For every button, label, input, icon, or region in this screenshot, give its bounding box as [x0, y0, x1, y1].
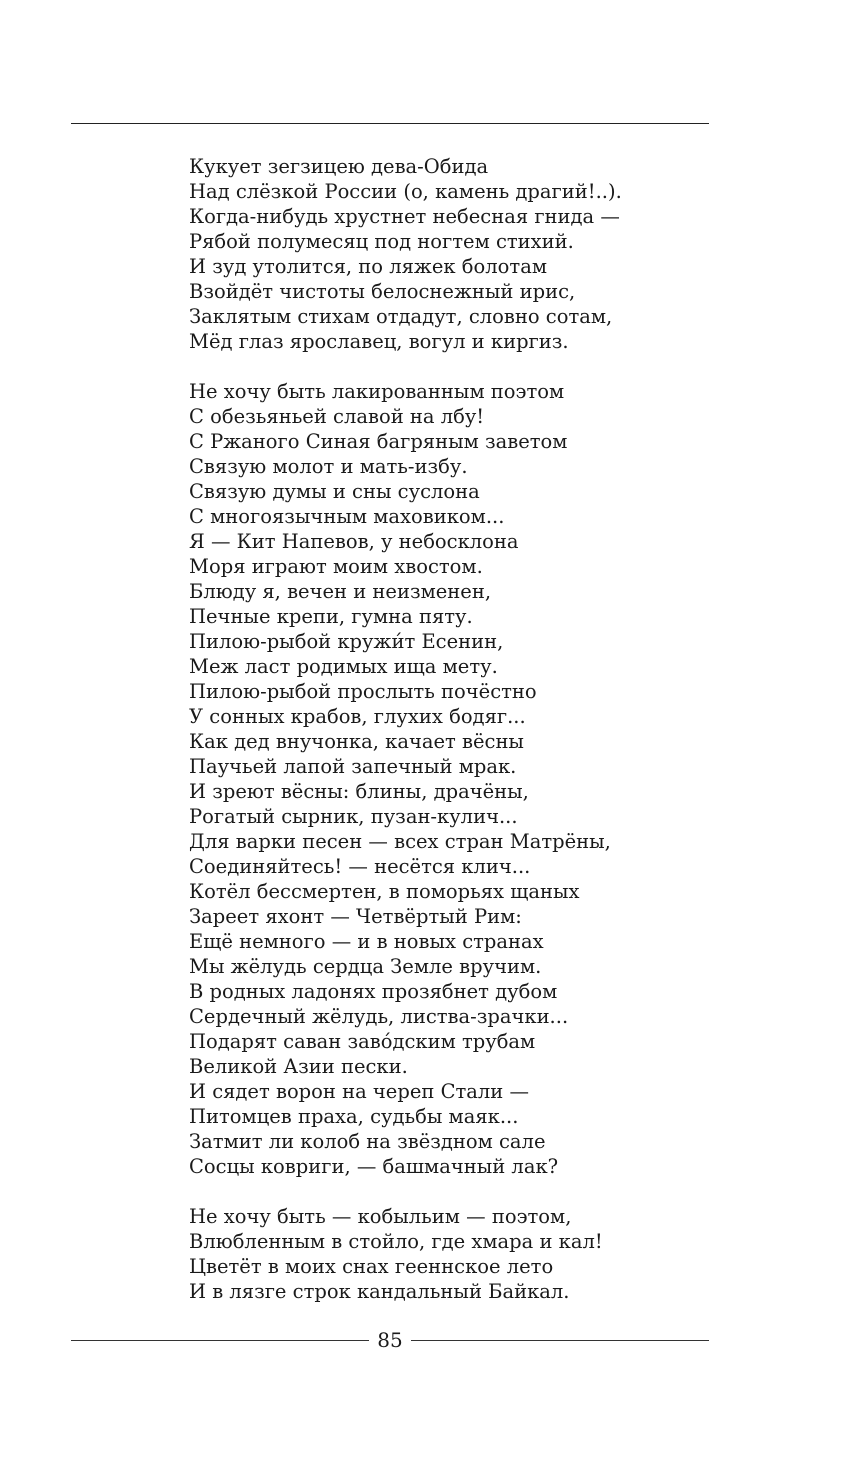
poem-line: Зареет яхонт — Четвёртый Рим: — [189, 905, 522, 928]
poem-line: Взойдёт чистоты белоснежный ирис, — [189, 280, 576, 303]
poem-line: Мы жёлудь сердца Земле вручим. — [189, 955, 542, 978]
poem-line: Паучьей лапой запечный мрак. — [189, 755, 517, 778]
poem-line: С многоязычным маховиком... — [189, 505, 505, 528]
poem-line: Подарят саван заво́дским трубам — [189, 1030, 536, 1053]
poem-line: Рогатый сырник, пузан-кулич... — [189, 805, 518, 828]
poem-line: Великой Азии пески. — [189, 1055, 408, 1078]
poem-body — [189, 154, 749, 1329]
poem-line: Я — Кит Напевов, у небосклона — [189, 530, 519, 553]
poem-line: Связую думы и сны суслона — [189, 480, 480, 503]
poem-line: Мёд глаз ярославец, вогул и киргиз. — [189, 330, 569, 353]
poem-line: И зреют вёсны: блины, драчёны, — [189, 780, 529, 803]
page-number: 85 — [377, 1328, 403, 1352]
poem-line: Соединяйтесь! — несётся клич... — [189, 855, 531, 878]
poem-line: Влюбленным в стойло, где хмара и кал! — [189, 1230, 603, 1253]
stanza — [189, 379, 749, 1179]
poem-line: С обезьяньей славой на лбу! — [189, 405, 485, 428]
poem-line: Когда-нибудь хрустнет небесная гнида — — [189, 205, 620, 228]
poem-line: И зуд утолится, по ляжек болотам — [189, 255, 547, 278]
poem-line: Ещё немного — и в новых странах — [189, 930, 544, 953]
poem-line: Цветёт в моих снах гееннское лето — [189, 1255, 554, 1278]
poem-line: Сердечный жёлудь, листва-зрачки... — [189, 1005, 569, 1028]
poem-line: Котёл бессмертен, в поморьях щаных — [189, 880, 580, 903]
header-rule — [71, 123, 709, 124]
poem-line: В родных ладонях прозябнет дубом — [189, 980, 558, 1003]
poem-line: Пилою-рыбой прослыть почёстно — [189, 680, 537, 703]
poem-line: Для варки песен — всех стран Матрёны, — [189, 830, 611, 853]
poem-line: Моря играют моим хвостом. — [189, 555, 483, 578]
poem-line: Над слёзкой России (о, камень драгий!..). — [189, 180, 622, 203]
poem-line: Затмит ли колоб на звёздном сале — [189, 1130, 546, 1153]
poem-line: Сосцы ковриги, — башмачный лак? — [189, 1155, 559, 1178]
poem-line: Не хочу быть — кобыльим — поэтом, — [189, 1205, 572, 1228]
stanza — [189, 1204, 749, 1304]
poem-line: Кукует зегзицею дева-Обида — [189, 155, 489, 178]
poem-line: Печные крепи, гумна пяту. — [189, 605, 473, 628]
poem-line: Заклятым стихам отдадут, словно сотам, — [189, 305, 613, 328]
page-footer — [71, 1327, 709, 1353]
poem-line: Блюду я, вечен и неизменен, — [189, 580, 492, 603]
poem-line: И в лязге строк кандальный Байкал. — [189, 1280, 570, 1303]
poem-line: Как дед внучонка, качает вёсны — [189, 730, 524, 753]
poem-line: Питомцев праха, судьбы маяк... — [189, 1105, 519, 1128]
footer-rule-right — [411, 1340, 709, 1341]
poem-line: Связую молот и мать-избу. — [189, 455, 468, 478]
stanza — [189, 154, 749, 354]
poem-line: Не хочу быть лакированным поэтом — [189, 380, 565, 403]
footer-rule-left — [71, 1340, 369, 1341]
poem-line: Рябой полумесяц под ногтем стихий. — [189, 230, 574, 253]
poem-line: С Ржаного Синая багряным заветом — [189, 430, 568, 453]
poem-line: Меж ласт родимых ища мету. — [189, 655, 498, 678]
poem-line: И сядет ворон на череп Стали — — [189, 1080, 529, 1103]
poem-line: У сонных крабов, глухих бодяг... — [189, 705, 526, 728]
poem-line: Пилою-рыбой кружи́т Есенин, — [189, 630, 504, 653]
